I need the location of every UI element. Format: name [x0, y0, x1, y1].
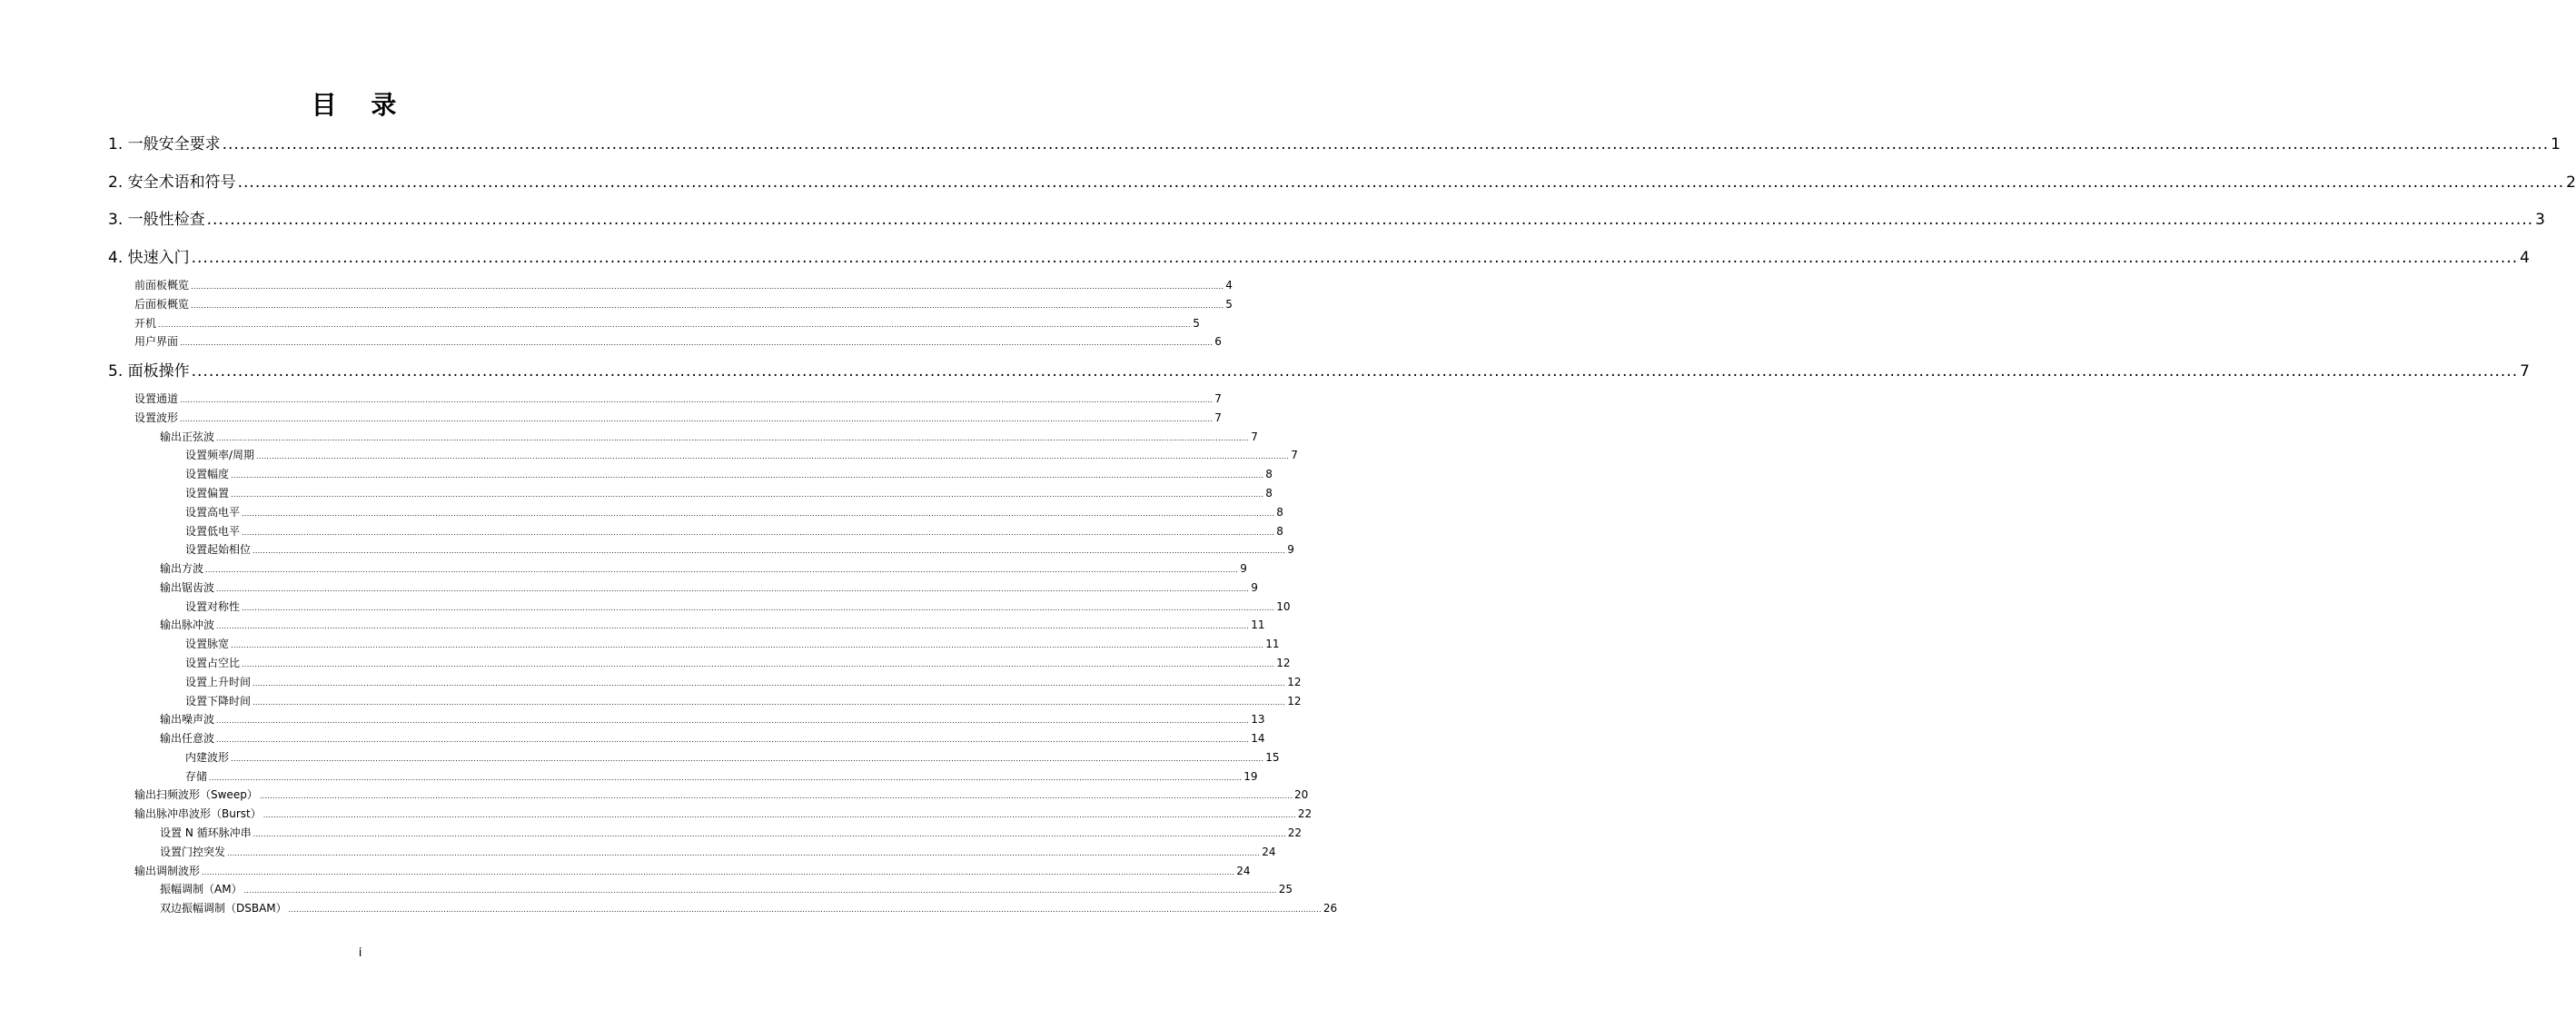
- toc-entry-label: 输出噪声波: [160, 713, 215, 726]
- toc-dot-leader: ................................................................................................................................................................................................................................................................................................................................................................................................................: [180, 415, 1214, 423]
- toc-entry-label: 振幅调制（AM）: [160, 883, 243, 895]
- toc-entry[interactable]: [160, 560, 1247, 577]
- toc-entry[interactable]: [160, 844, 1276, 860]
- toc-entry-page: 3: [2535, 211, 2545, 229]
- toc-dot-leader: ................................................................................................................................................................................................................................................................................................................................................................................................................: [263, 811, 1296, 819]
- toc-entry[interactable]: [134, 277, 1233, 293]
- toc-entry-label: 开机: [134, 317, 157, 330]
- toc-entry[interactable]: [108, 210, 2545, 230]
- toc-entry[interactable]: [160, 881, 1293, 897]
- toc-dot-leader: ................................................................................................................................................................................................................................................................................................................................................................................................................: [231, 755, 1264, 763]
- toc-dot-leader: ................................................................................................................................................................................................................................................................................................................................................................................................................: [259, 792, 1293, 800]
- toc-entry-label: 设置高电平: [185, 506, 241, 519]
- toc-dot-leader: ................................................................................................................................................................................................................................................................................................................................................................................................................: [191, 282, 1224, 291]
- toc-entry-page: 9: [1251, 581, 1258, 594]
- toc-entry-page: 25: [1278, 883, 1293, 895]
- toc-entry[interactable]: [160, 825, 1303, 841]
- toc-entry[interactable]: [160, 900, 1338, 916]
- toc-entry[interactable]: [185, 599, 1291, 615]
- toc-entry[interactable]: [108, 173, 2576, 193]
- toc-entry-page: 12: [1287, 676, 1302, 688]
- toc-entry-label: 设置对称性: [185, 600, 241, 613]
- toc-entry-page: 4: [1225, 279, 1233, 292]
- toc-entry-label: 用户界面: [134, 335, 179, 348]
- toc-entry-label: 双边振幅调制（DSBAM）: [160, 902, 287, 915]
- toc-dot-leader: ................................................................................................................................................................................................................................................................................................................................................................................................................: [209, 774, 1243, 782]
- toc-entry-label: 5. 面板操作: [108, 362, 190, 381]
- toc-entry-page: 8: [1276, 525, 1283, 538]
- toc-entry-label: 设置波形: [134, 411, 179, 424]
- toc-entry-label: 设置频率/周期: [185, 449, 255, 461]
- toc-entry[interactable]: [185, 447, 1298, 463]
- toc-dot-leader: ................................................................................................................................................................................................................................................................................................................................................................................................................: [256, 452, 1290, 460]
- toc-dot-leader: ................................................................................................................................................................................................................................................................................................................................................................................................................: [180, 339, 1214, 347]
- toc-dot-leader: ................................................................................................................................................................................................................................................................................................................................................................................................................: [288, 905, 1322, 914]
- toc-entry-label: 设置脉宽: [185, 638, 230, 650]
- toc-entry[interactable]: [134, 863, 1251, 879]
- toc-entry-page: 11: [1251, 618, 1265, 631]
- toc-entry-page: 12: [1276, 657, 1291, 669]
- toc-entry-page: 2: [2566, 173, 2576, 192]
- toc-dot-leader: ................................................................................................................................................................................................................................................................................................................................................................................................................: [231, 471, 1264, 480]
- toc-dot-leader: ................................................................................................................................................................................................................................................................................................................................................................................................................: [158, 321, 1192, 329]
- toc-entry-label: 设置幅度: [185, 468, 230, 480]
- toc-entry-page: 7: [2520, 362, 2530, 381]
- toc-entry-page: 14: [1251, 732, 1265, 745]
- toc-entry[interactable]: [134, 410, 1222, 426]
- toc-entry-page: 9: [1287, 543, 1294, 556]
- toc-entry-page: 24: [1262, 846, 1276, 858]
- toc-dot-leader: ................................................................................................................................................................................................................................................................................................................................................................................................................: [202, 868, 1235, 876]
- toc-entry-page: 7: [1251, 430, 1258, 443]
- toc-entry-label: 3. 一般性检查: [108, 211, 205, 229]
- toc-entry[interactable]: [134, 391, 1222, 407]
- toc-dot-leader: ................................................................................................................................................................................................................................................................................................................................................................................................................: [216, 736, 1250, 744]
- toc-entry-page: 8: [1276, 506, 1283, 519]
- toc-entry-label: 输出扫频波形（Sweep）: [134, 788, 258, 801]
- toc-dot-leader: ................................................................................................................................................................................................................................................................................................................................................................................................................: [242, 510, 1275, 518]
- toc-entry[interactable]: [108, 248, 2530, 268]
- toc-entry-label: 输出调制波形: [134, 865, 201, 877]
- toc-entry-label: 输出锯齿波: [160, 581, 215, 594]
- toc-entry-page: 5: [1193, 317, 1200, 330]
- toc-entry[interactable]: [185, 655, 1291, 671]
- toc-dot-leader: ................................................................................................................................................................................................................................................................................................................................................................................................................: [243, 886, 1277, 895]
- toc-entry-label: 4. 快速入门: [108, 249, 190, 267]
- toc-dot-leader: ................................................................................................................................................................................................................................................................................................................................................................................................................: [242, 660, 1275, 668]
- toc-entry[interactable]: [134, 787, 1309, 803]
- toc-dot-leader: ................................................................................................................................................................................................................................................................................................................................................................................................................: [191, 362, 2519, 381]
- toc-entry[interactable]: [185, 541, 1294, 558]
- toc-entry-page: 22: [1297, 807, 1313, 820]
- toc-dot-leader: ................................................................................................................................................................................................................................................................................................................................................................................................................: [231, 641, 1264, 649]
- toc-entry-page: 8: [1265, 487, 1273, 500]
- toc-dot-leader: ................................................................................................................................................................................................................................................................................................................................................................................................................: [206, 211, 2534, 229]
- toc-title: 目 录: [311, 90, 410, 120]
- toc-entry-page: 20: [1294, 788, 1309, 801]
- toc-entry-page: 7: [1214, 392, 1222, 405]
- toc-entry-label: 内建波形: [185, 751, 230, 764]
- toc-entry-page: 13: [1251, 713, 1265, 726]
- toc-entry-page: 10: [1276, 600, 1291, 613]
- toc-entry-label: 输出脉冲串波形（Burst）: [134, 807, 262, 820]
- toc-dot-leader: ................................................................................................................................................................................................................................................................................................................................................................................................................: [180, 396, 1214, 404]
- toc-entry-page: 15: [1265, 751, 1280, 764]
- toc-dot-leader: ................................................................................................................................................................................................................................................................................................................................................................................................................: [191, 249, 2519, 267]
- toc-dot-leader: ................................................................................................................................................................................................................................................................................................................................................................................................................: [227, 849, 1261, 857]
- toc-entry[interactable]: [134, 315, 1200, 331]
- toc-entry-page: 9: [1240, 562, 1247, 575]
- toc-entry-label: 输出脉冲波: [160, 618, 215, 631]
- toc-dot-leader: ................................................................................................................................................................................................................................................................................................................................................................................................................: [191, 302, 1224, 310]
- toc-entry-page: 11: [1265, 638, 1280, 650]
- toc-entry-label: 设置门控突发: [160, 846, 226, 858]
- toc-entry-label: 设置占空比: [185, 657, 241, 669]
- toc-entry-label: 设置 N 循环脉冲串: [160, 826, 252, 839]
- toc-dot-leader: ................................................................................................................................................................................................................................................................................................................................................................................................................: [242, 604, 1275, 612]
- toc-entry-page: 5: [1225, 298, 1233, 311]
- toc-dot-leader: ................................................................................................................................................................................................................................................................................................................................................................................................................: [231, 490, 1264, 499]
- toc-dot-leader: ................................................................................................................................................................................................................................................................................................................................................................................................................: [253, 830, 1286, 838]
- toc-dot-leader: ................................................................................................................................................................................................................................................................................................................................................................................................................: [253, 547, 1286, 555]
- toc-entry-page: 8: [1265, 468, 1273, 480]
- toc-entry-page: 6: [1214, 335, 1222, 348]
- toc-entry[interactable]: [134, 806, 1313, 822]
- toc-entry[interactable]: [185, 485, 1273, 501]
- toc-entry-page: 4: [2520, 249, 2530, 267]
- toc-entry[interactable]: [108, 361, 2530, 381]
- toc-entry-label: 设置偏置: [185, 487, 230, 500]
- toc-entry[interactable]: [185, 504, 1283, 520]
- toc-entry[interactable]: [160, 579, 1258, 596]
- toc-entry[interactable]: [185, 693, 1302, 709]
- toc-entry-page: 7: [1291, 449, 1298, 461]
- toc-entry[interactable]: [160, 617, 1265, 633]
- toc-dot-leader: ................................................................................................................................................................................................................................................................................................................................................................................................................: [216, 585, 1250, 593]
- toc-entry-label: 存储: [185, 770, 208, 783]
- toc-entry-label: 设置起始相位: [185, 543, 252, 556]
- toc-entry-label: 设置通道: [134, 392, 179, 405]
- toc-entry-label: 输出任意波: [160, 732, 215, 745]
- toc-dot-leader: ................................................................................................................................................................................................................................................................................................................................................................................................................: [253, 679, 1286, 688]
- toc-entry[interactable]: [185, 636, 1280, 652]
- toc-entry-label: 设置上升时间: [185, 676, 252, 688]
- toc-dot-leader: ................................................................................................................................................................................................................................................................................................................................................................................................................: [205, 566, 1239, 574]
- toc-entry-label: 输出正弦波: [160, 430, 215, 443]
- toc-entry[interactable]: [185, 749, 1280, 766]
- toc-entry-page: 19: [1243, 770, 1258, 783]
- toc-entry[interactable]: [160, 711, 1265, 727]
- toc-entry[interactable]: [185, 674, 1302, 690]
- toc-dot-leader: ................................................................................................................................................................................................................................................................................................................................................................................................................: [216, 622, 1250, 630]
- toc-entry[interactable]: [160, 730, 1265, 747]
- toc-entry-label: 后面板概览: [134, 298, 190, 311]
- toc-entry-page: 22: [1287, 826, 1303, 839]
- toc-entry-label: 设置下降时间: [185, 695, 252, 707]
- toc-entry-page: 1: [2551, 135, 2561, 153]
- toc-dot-leader: ................................................................................................................................................................................................................................................................................................................................................................................................................: [216, 434, 1250, 442]
- toc-entry-label: 设置低电平: [185, 525, 241, 538]
- toc-entry[interactable]: [185, 466, 1273, 482]
- page-number: i: [358, 946, 362, 960]
- toc-dot-leader: ................................................................................................................................................................................................................................................................................................................................................................................................................: [222, 135, 2550, 153]
- toc-entry[interactable]: [134, 333, 1222, 350]
- toc-entry[interactable]: [134, 296, 1233, 312]
- toc-entry[interactable]: [108, 134, 2561, 154]
- toc-dot-leader: ................................................................................................................................................................................................................................................................................................................................................................................................................: [253, 698, 1286, 707]
- toc-dot-leader: ................................................................................................................................................................................................................................................................................................................................................................................................................: [242, 529, 1275, 537]
- toc-entry[interactable]: [185, 768, 1258, 785]
- toc-dot-leader: ................................................................................................................................................................................................................................................................................................................................................................................................................: [216, 717, 1250, 725]
- toc-entry-label: 1. 一般安全要求: [108, 135, 221, 153]
- toc-entry-label: 输出方波: [160, 562, 204, 575]
- toc-entry-page: 24: [1236, 865, 1251, 877]
- toc-entry-label: 2. 安全术语和符号: [108, 173, 236, 192]
- toc-entry-label: 前面板概览: [134, 279, 190, 292]
- toc-entry[interactable]: [160, 429, 1258, 445]
- toc-dot-leader: ................................................................................................................................................................................................................................................................................................................................................................................................................: [237, 173, 2565, 192]
- toc-entry-page: 12: [1287, 695, 1302, 707]
- toc-entry-page: 26: [1323, 902, 1338, 915]
- toc-entry[interactable]: [185, 523, 1283, 539]
- toc-entry-page: 7: [1214, 411, 1222, 424]
